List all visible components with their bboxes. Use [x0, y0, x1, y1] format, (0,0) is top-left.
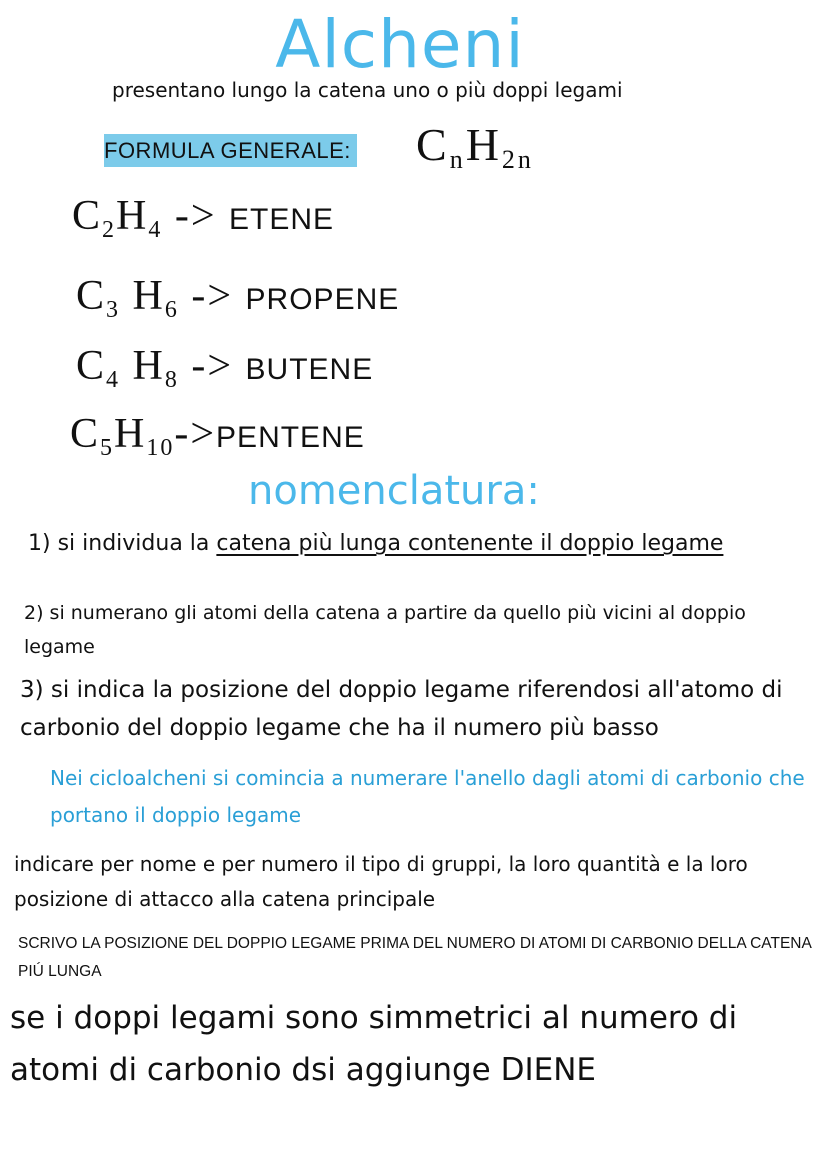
rule-5: SCRIVO LA POSIZIONE DEL DOPPIO LEGAME PRIMA DEL NUMERO DI ATOMI DI CARBONIO DELLA CATENA PIÚ LUNGA	[18, 935, 811, 980]
formula-c-sub: n	[449, 145, 466, 174]
example-h-sub: 10	[146, 435, 175, 461]
example-h-sub: 4	[148, 217, 163, 243]
example-pentene: $C_5H_{10}->PENTENE$	[70, 411, 365, 461]
example-c-sub: 4	[106, 367, 121, 393]
example-h-sub: 6	[164, 297, 179, 323]
example-c-sub: 2	[102, 217, 117, 243]
example-c-sub: 5	[100, 435, 115, 461]
subtitle: presentano lungo la catena uno o più doppi legami	[112, 78, 623, 102]
rule-1-prefix: 1) si individua la	[28, 531, 217, 556]
page-title: Alcheni	[275, 6, 525, 83]
formula-h-sub: 2n	[501, 145, 534, 174]
nomenclature-heading: nomenclatura:	[248, 468, 540, 514]
example-name: BUTENE	[245, 353, 374, 386]
rule-1	[28, 531, 723, 556]
arrow: ->	[174, 193, 217, 239]
rule-3: 3) si indica la posizione del doppio legame riferendosi all'atomo di carbonio del doppio legame che ha il numero più basso	[20, 677, 783, 741]
example-etene: $C_2H_4$ -> ETENE	[72, 193, 335, 243]
example-c-sub: 3	[106, 297, 121, 323]
rule-1-underlined: catena più lunga contenente il doppio legame	[216, 531, 724, 556]
rule-4: indicare per nome e per numero il tipo di gruppi, la loro quantità e la loro posizione di attacco alla catena principale	[14, 852, 748, 911]
formula-c: C	[416, 119, 450, 170]
cycloalkene-note: Nei cicloalcheni si comincia a numerare l'anello dagli atomi di carbonio che portano il doppio legame	[50, 766, 805, 827]
example-name: ETENE	[229, 203, 335, 236]
arrow: ->	[174, 411, 217, 457]
arrow: ->	[191, 343, 234, 389]
example-name: PROPENE	[245, 283, 400, 316]
example-h-sub: 8	[164, 367, 179, 393]
example-name: PENTENE	[216, 421, 365, 454]
example-butene: $C_4$ $H_8$ -> BUTENE	[76, 343, 374, 393]
arrow: ->	[191, 273, 234, 319]
rule-6: se i doppi legami sono simmetrici al numero di atomi di carbonio dsi aggiunge DIENE	[10, 1000, 738, 1088]
formula-h: H	[465, 119, 502, 170]
formula-label: FORMULA GENERALE:	[104, 134, 357, 167]
example-propene: $C_3$ $H_6$ -> PROPENE	[76, 273, 400, 323]
formula-value	[416, 118, 534, 175]
rule-2: 2) si numerano gli atomi della catena a partire da quello più vicini al doppio legame	[24, 602, 746, 658]
